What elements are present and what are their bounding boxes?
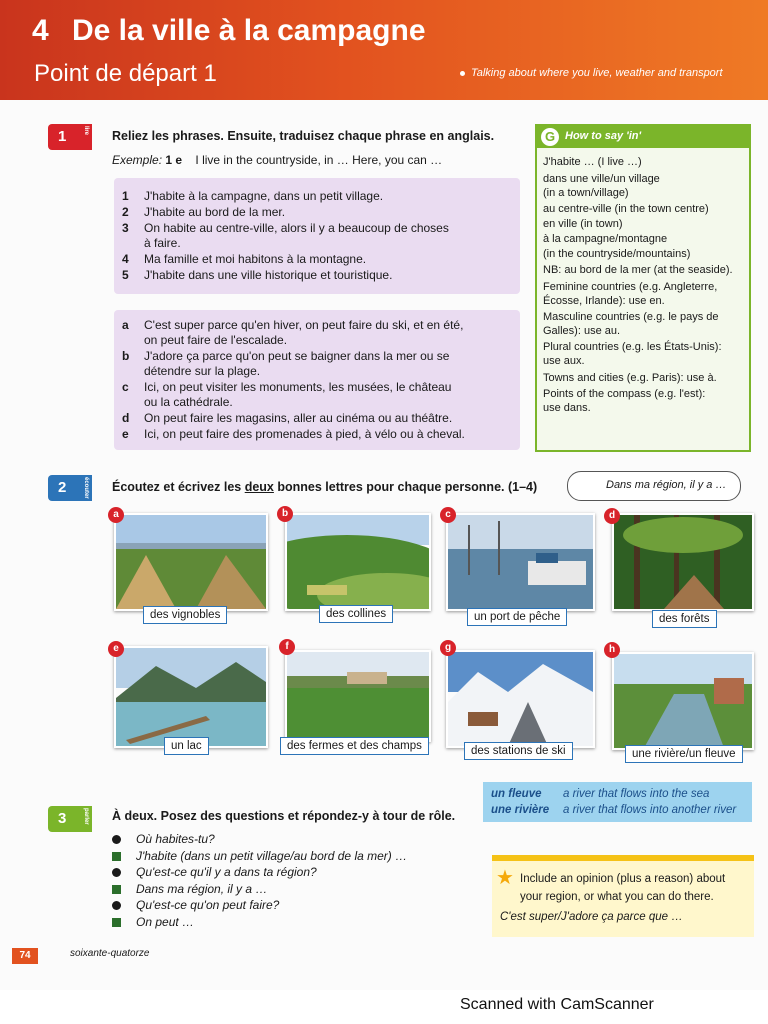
photo-caption: une rivière/un fleuve <box>625 745 743 763</box>
photo-letter-badge: h <box>604 642 620 658</box>
grammar-line: Masculine countries (e.g. le pays de <box>543 311 719 323</box>
photo-forests <box>612 513 754 611</box>
speech-bubble <box>567 471 741 501</box>
photo-lake <box>114 646 268 748</box>
exercise-2-title-start: Écoutez et écrivez les <box>112 480 245 494</box>
photo-farms-fields <box>285 650 431 742</box>
dialogue-text: Dans ma région, il y a … <box>136 881 268 896</box>
grammar-line: au centre-ville (in the town centre) <box>543 203 709 215</box>
exercise-3-number: 3 <box>58 810 67 827</box>
sentence-text: Ici, on peut visiter les monuments, les musées, le château <box>144 380 452 394</box>
dialogue-text: Qu'est-ce qu'on peut faire? <box>136 898 280 912</box>
tip-box <box>492 855 754 937</box>
bullet-icon <box>460 71 465 76</box>
vocab-row <box>491 788 709 800</box>
example-label: Exemple: <box>112 153 163 167</box>
tip-line: C'est super/J'adore ça parce que … <box>500 911 683 923</box>
grammar-line: Feminine countries (e.g. Angleterre, <box>543 281 718 293</box>
sentence-letter: b <box>122 349 130 363</box>
question-bullet-icon <box>112 868 121 877</box>
grammar-line: NB: au bord de la mer (at the seaside). <box>543 264 733 276</box>
grammar-box <box>535 124 751 452</box>
sentence-text: à faire. <box>144 236 181 250</box>
speech-bubble-text: Dans ma région, il y a … <box>606 479 727 491</box>
exercise-1-skill: lire <box>83 126 89 136</box>
tip-line: your region, or what you can do there. <box>520 891 714 903</box>
sentence-letter: e <box>122 427 129 441</box>
photo-caption: des collines <box>319 605 393 623</box>
sentence-text: Ma famille et moi habitons à la montagne. <box>144 252 367 266</box>
page-number: 74 <box>12 948 38 964</box>
photo-caption: des fermes et des champs <box>280 737 429 755</box>
sentence-text: J'habite au bord de la mer. <box>144 205 286 219</box>
grammar-line: en ville (in town) <box>543 218 623 230</box>
unit-number: 4 <box>32 14 49 47</box>
sentence-text: détendre sur la plage. <box>144 364 261 378</box>
example-key: 1 e <box>165 153 183 167</box>
exercise-1-badge <box>48 124 92 150</box>
grammar-line: à la campagne/montagne <box>543 233 668 245</box>
dialogue-text: Où habites-tu? <box>136 832 215 846</box>
photo-caption: un lac <box>164 737 209 755</box>
exercise-1-number: 1 <box>58 128 67 145</box>
page-number-words: soixante-quatorze <box>70 948 150 959</box>
photo-letter-badge: a <box>108 507 124 523</box>
sentence-text: J'habite à la campagne, dans un petit village. <box>144 189 384 203</box>
vocab-meaning: a river that flows into another river <box>563 804 737 816</box>
sentence-text: ou la cathédrale. <box>144 395 233 409</box>
photo-letter-badge: f <box>279 639 295 655</box>
grammar-line: Plural countries (e.g. les États-Unis): <box>543 341 722 353</box>
page-header <box>0 0 768 100</box>
sentence-text: C'est super parce qu'en hiver, on peut faire du ski, et en été, <box>144 318 464 332</box>
vocab-term: un fleuve <box>491 788 542 800</box>
question-bullet-icon <box>112 835 121 844</box>
exercise-2-title-end: bonnes lettres pour chaque personne. (1–4) <box>273 480 538 494</box>
exercise-2-number: 2 <box>58 479 67 496</box>
scanner-watermark: Scanned with CamScanner <box>460 996 654 1013</box>
exercise-2-skill: écouter <box>83 477 89 499</box>
photo-letter-badge: c <box>440 507 456 523</box>
photo-letter-badge: d <box>604 508 620 524</box>
exercise-1-title: Reliez les phrases. Ensuite, traduisez chaque phrase en anglais. <box>112 129 495 143</box>
dialogue-text: Qu'est-ce qu'il y a dans ta région? <box>136 865 317 879</box>
example-text: I live in the countryside, in … Here, you can … <box>195 153 443 167</box>
vocab-box <box>483 782 752 822</box>
dialogue-text: J'habite (dans un petit village/au bord de la mer) … <box>136 848 408 863</box>
answer-bullet-icon <box>112 918 121 927</box>
lesson-objective <box>460 67 723 79</box>
sentence-text: On habite au centre-ville, alors il y a beaucoup de choses <box>144 221 449 235</box>
sentence-number: 5 <box>122 268 129 282</box>
grammar-line: use dans. <box>543 402 591 414</box>
sentence-text: on peut faire de l'escalade. <box>144 333 288 347</box>
grammar-icon: G <box>541 128 559 146</box>
grammar-line: (in a town/village) <box>543 187 629 199</box>
unit-title: De la ville à la campagne <box>72 14 426 47</box>
star-icon: ★ <box>496 867 514 889</box>
grammar-title: How to say 'in' <box>565 130 642 142</box>
sentence-letter: a <box>122 318 129 332</box>
exercise-3-badge <box>48 806 92 832</box>
dialogue-text: On peut … <box>136 914 195 929</box>
photo-river <box>612 652 754 750</box>
vocab-meaning: a river that flows into the sea <box>563 788 710 800</box>
exercise-1-example <box>112 153 442 167</box>
lesson-objective-text: Talking about where you live, weather and transport <box>471 67 723 79</box>
photo-hills <box>285 513 431 611</box>
page-subtitle: Point de départ 1 <box>34 60 217 87</box>
sentence-text: On peut faire les magasins, aller au cinéma ou au théâtre. <box>144 411 453 425</box>
photo-caption: des stations de ski <box>464 742 573 760</box>
grammar-line: (in the countryside/mountains) <box>543 248 691 260</box>
sentence-number: 2 <box>122 205 129 219</box>
photo-fishing-port <box>446 513 595 611</box>
grammar-line: Galles): use au. <box>543 325 621 337</box>
vocab-row <box>491 804 736 816</box>
question-bullet-icon <box>112 901 121 910</box>
sentence-text: J'adore ça parce qu'on peut se baigner dans la mer ou se <box>144 349 450 363</box>
sentence-number: 3 <box>122 221 129 235</box>
photo-letter-badge: e <box>108 641 124 657</box>
photo-caption: des forêts <box>652 610 717 628</box>
sentence-text: J'habite dans une ville historique et touristique. <box>144 268 393 282</box>
grammar-box-header <box>537 126 749 148</box>
grammar-line: J'habite … (I live …) <box>543 156 642 168</box>
photo-vineyards <box>114 513 268 611</box>
sentence-letter: c <box>122 380 129 394</box>
sentence-letter: d <box>122 411 130 425</box>
exercise-2-title <box>112 480 537 494</box>
exercise-2-title-underlined: deux <box>244 480 274 494</box>
exercise-3-skill: parler <box>83 808 89 825</box>
photo-ski-stations <box>446 650 595 748</box>
grammar-line: use aux. <box>543 355 585 367</box>
grammar-line: dans une ville/un village <box>543 173 660 185</box>
photo-letter-badge: g <box>440 640 456 656</box>
grammar-line: Towns and cities (e.g. Paris): use à. <box>543 372 717 384</box>
exercise-3-title: À deux. Posez des questions et répondez-y à tour de rôle. <box>112 809 456 823</box>
photo-caption: un port de pêche <box>467 608 567 626</box>
sentence-number: 4 <box>122 252 129 266</box>
vocab-term: une rivière <box>491 804 550 816</box>
exercise-2-badge <box>48 475 92 501</box>
sentence-number: 1 <box>122 189 129 203</box>
answer-bullet-icon <box>112 885 121 894</box>
answer-bullet-icon <box>112 852 121 861</box>
sentence-text: Ici, on peut faire des promenades à pied, à vélo ou à cheval. <box>144 427 465 441</box>
grammar-line: Points of the compass (e.g. l'est): <box>543 388 706 400</box>
tip-line: Include an opinion (plus a reason) about <box>520 873 726 885</box>
photo-caption: des vignobles <box>143 606 227 624</box>
grammar-line: Écosse, Irlande): use en. <box>543 295 665 307</box>
photo-letter-badge: b <box>277 506 293 522</box>
